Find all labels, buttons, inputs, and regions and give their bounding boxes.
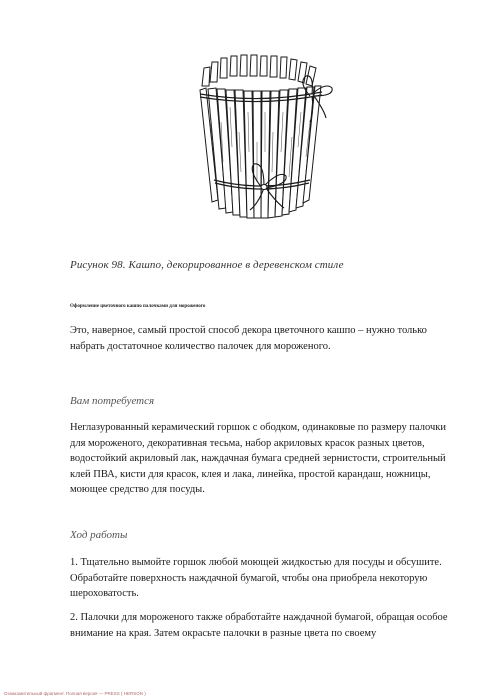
steps-title: Ход работы [70, 529, 128, 541]
footer-note: Ознакомительный фрагмент. Полная версия — PRESS ( HERSON ) [4, 691, 146, 696]
figure-caption: Рисунок 98. Кашпо, декорированное в деревенском стиле [70, 259, 344, 271]
materials-title: Вам потребуется [70, 395, 155, 407]
intro-paragraph: Это, наверное, самый простой способ декора цветочного кашпо – нужно только набрать достаточное количество палочек для мороженого. [70, 325, 427, 352]
step-2-paragraph: 2. Палочки для мороженого также обработайте наждачной бумагой, обращая особое внимание на края. Затем окрасьте палочки в разные цвета по своему [70, 612, 448, 639]
section-heading: Оформление цветочного кашпо палочками для мороженого [70, 304, 206, 309]
materials-paragraph: Неглазурованный керамический горшок с ободком, одинаковые по размеру палочки для мороженого, декоративная тесьма, набор акриловых красок разных цветов, водостойкий акриловый лак, наждачная бумага средней зернистости, строительный клей ПВА, кисти для красок, клея и лака, линейка, простой карандаш, ножницы, моющее средство для посуды. [70, 422, 446, 495]
step-1-paragraph: 1. Тщательно вымойте горшок любой моющей жидкостью для посуды и обсушите. Обработайте поверхность наждачной бумагой, чтобы она приобрела некоторую шероховатость. [70, 557, 442, 599]
flower-pot-illustration [188, 52, 338, 252]
